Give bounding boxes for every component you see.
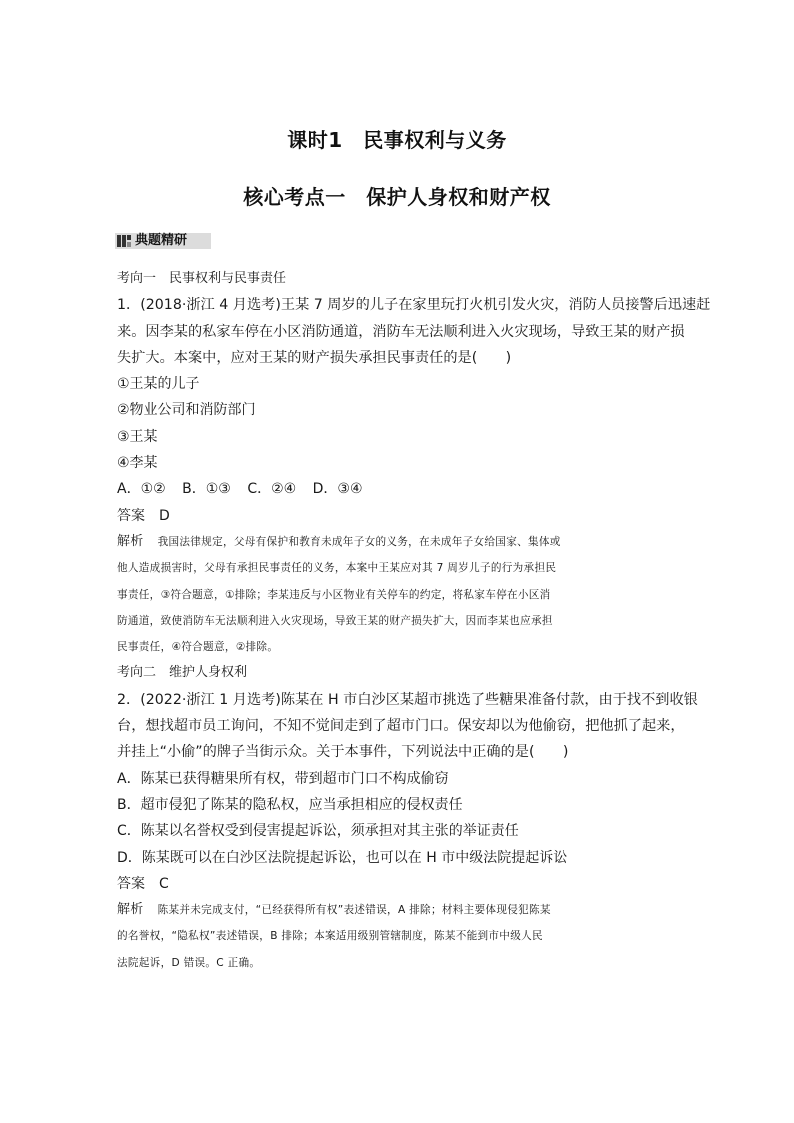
bars-icon [117,235,131,247]
question-1-line: 来。因李某的私家车停在小区消防通道，消防车无法顺利进入火灾现场，导致王某的财产损 [117,323,685,340]
section-banner [115,229,215,251]
answer-value: C [159,875,169,892]
option-d: D．③④ [312,481,363,498]
question-2-option-d: D．陈某既可以在白沙区法院提起诉讼，也可以在 H 市中级法院提起诉讼 [117,849,568,866]
option-a: A．①② [117,481,166,498]
content-body [117,266,711,976]
explanation-1-line: 民事责任，④符合题意，②排除。 [117,641,279,654]
answer-1 [117,503,679,529]
question-1-item: ①王某的儿子 [117,376,200,393]
question-1-options [117,476,679,502]
explanation-label: 解析 [117,902,144,918]
explanation-1-line: 他人造成损害时，父母有承担民事责任的义务，本案中王某应对其 7 周岁儿子的行为承担民 [117,562,557,575]
lesson-title: 课时1 民事权利与义务 [287,128,507,152]
direction-heading-1: 考向一 民事权利与民事责任 [117,271,287,286]
option-c: C．②④ [247,481,297,498]
explanation-2-line [117,897,679,923]
question-1-item: ③王某 [117,428,158,445]
answer-2 [117,871,679,897]
answer-value: D [159,507,170,524]
question-2-line: 2．(2022·浙江 1 月选考)陈某在 H 市白沙区某超市挑选了些糖果准备付款，由于找不到收银 [117,691,698,708]
explanation-1-line [117,529,679,555]
question-2-option-a: A．陈某已获得糖果所有权，带到超市门口不构成偷窃 [117,770,449,787]
direction-heading-2: 考向二 维护人身权利 [117,665,248,681]
question-1-line: 1．(2018·浙江 4 月选考)王某 7 周岁的儿子在家里玩打火机引发火灾，消防人员接警后迅速赶 [117,297,711,314]
explanation-1-line: 防通道，致使消防车无法顺利进入火灾现场，导致王某的财产损失扩大，因而李某也应承担 [117,614,553,627]
option-b: B．①③ [182,481,231,498]
question-2-line: 台，想找超市员工询问，不知不觉间走到了超市门口。保安却以为他偷窃，把他抓了起来， [117,718,685,735]
answer-label: 答案 [117,507,145,524]
question-1-line: 失扩大。本案中，应对王某的财产损失承担民事责任的是( ) [117,349,512,366]
explanation-text: 陈某并未完成支付，“已经获得所有权”表述错误，A 排除；材料主要体现侵犯陈某 [157,904,551,917]
explanation-2-line: 法院起诉，D 错误。C 正确。 [117,956,261,969]
section-title: 核心考点一 保护人身权和财产权 [243,185,551,209]
question-1-item: ②物业公司和消防部门 [117,402,256,419]
question-2-option-b: B．超市侵犯了陈某的隐私权，应当承担相应的侵权责任 [117,796,463,813]
explanation-2-line: 的名誉权，“隐私权”表述错误，B 排除；本案适用级别管辖制度，陈某不能到市中级人民 [117,930,543,943]
explanation-label: 解析 [117,533,144,549]
question-2-line: 并挂上“小偷”的牌子当街示众。关于本事件，下列说法中正确的是( ) [117,744,569,761]
answer-label: 答案 [117,875,145,892]
question-1-item: ④李某 [117,455,158,472]
explanation-text: 我国法律规定，父母有保护和教育未成年子女的义务，在未成年子女给国家、集体或 [157,535,561,548]
banner-label: 典题精研 [135,233,188,248]
question-2-option-c: C．陈某以名誉权受到侵害提起诉讼，须承担对其主张的举证责任 [117,823,519,840]
explanation-1-line: 事责任，③符合题意，①排除；李某违反与小区物业有关停车的约定，将私家车停在小区消 [117,588,551,601]
